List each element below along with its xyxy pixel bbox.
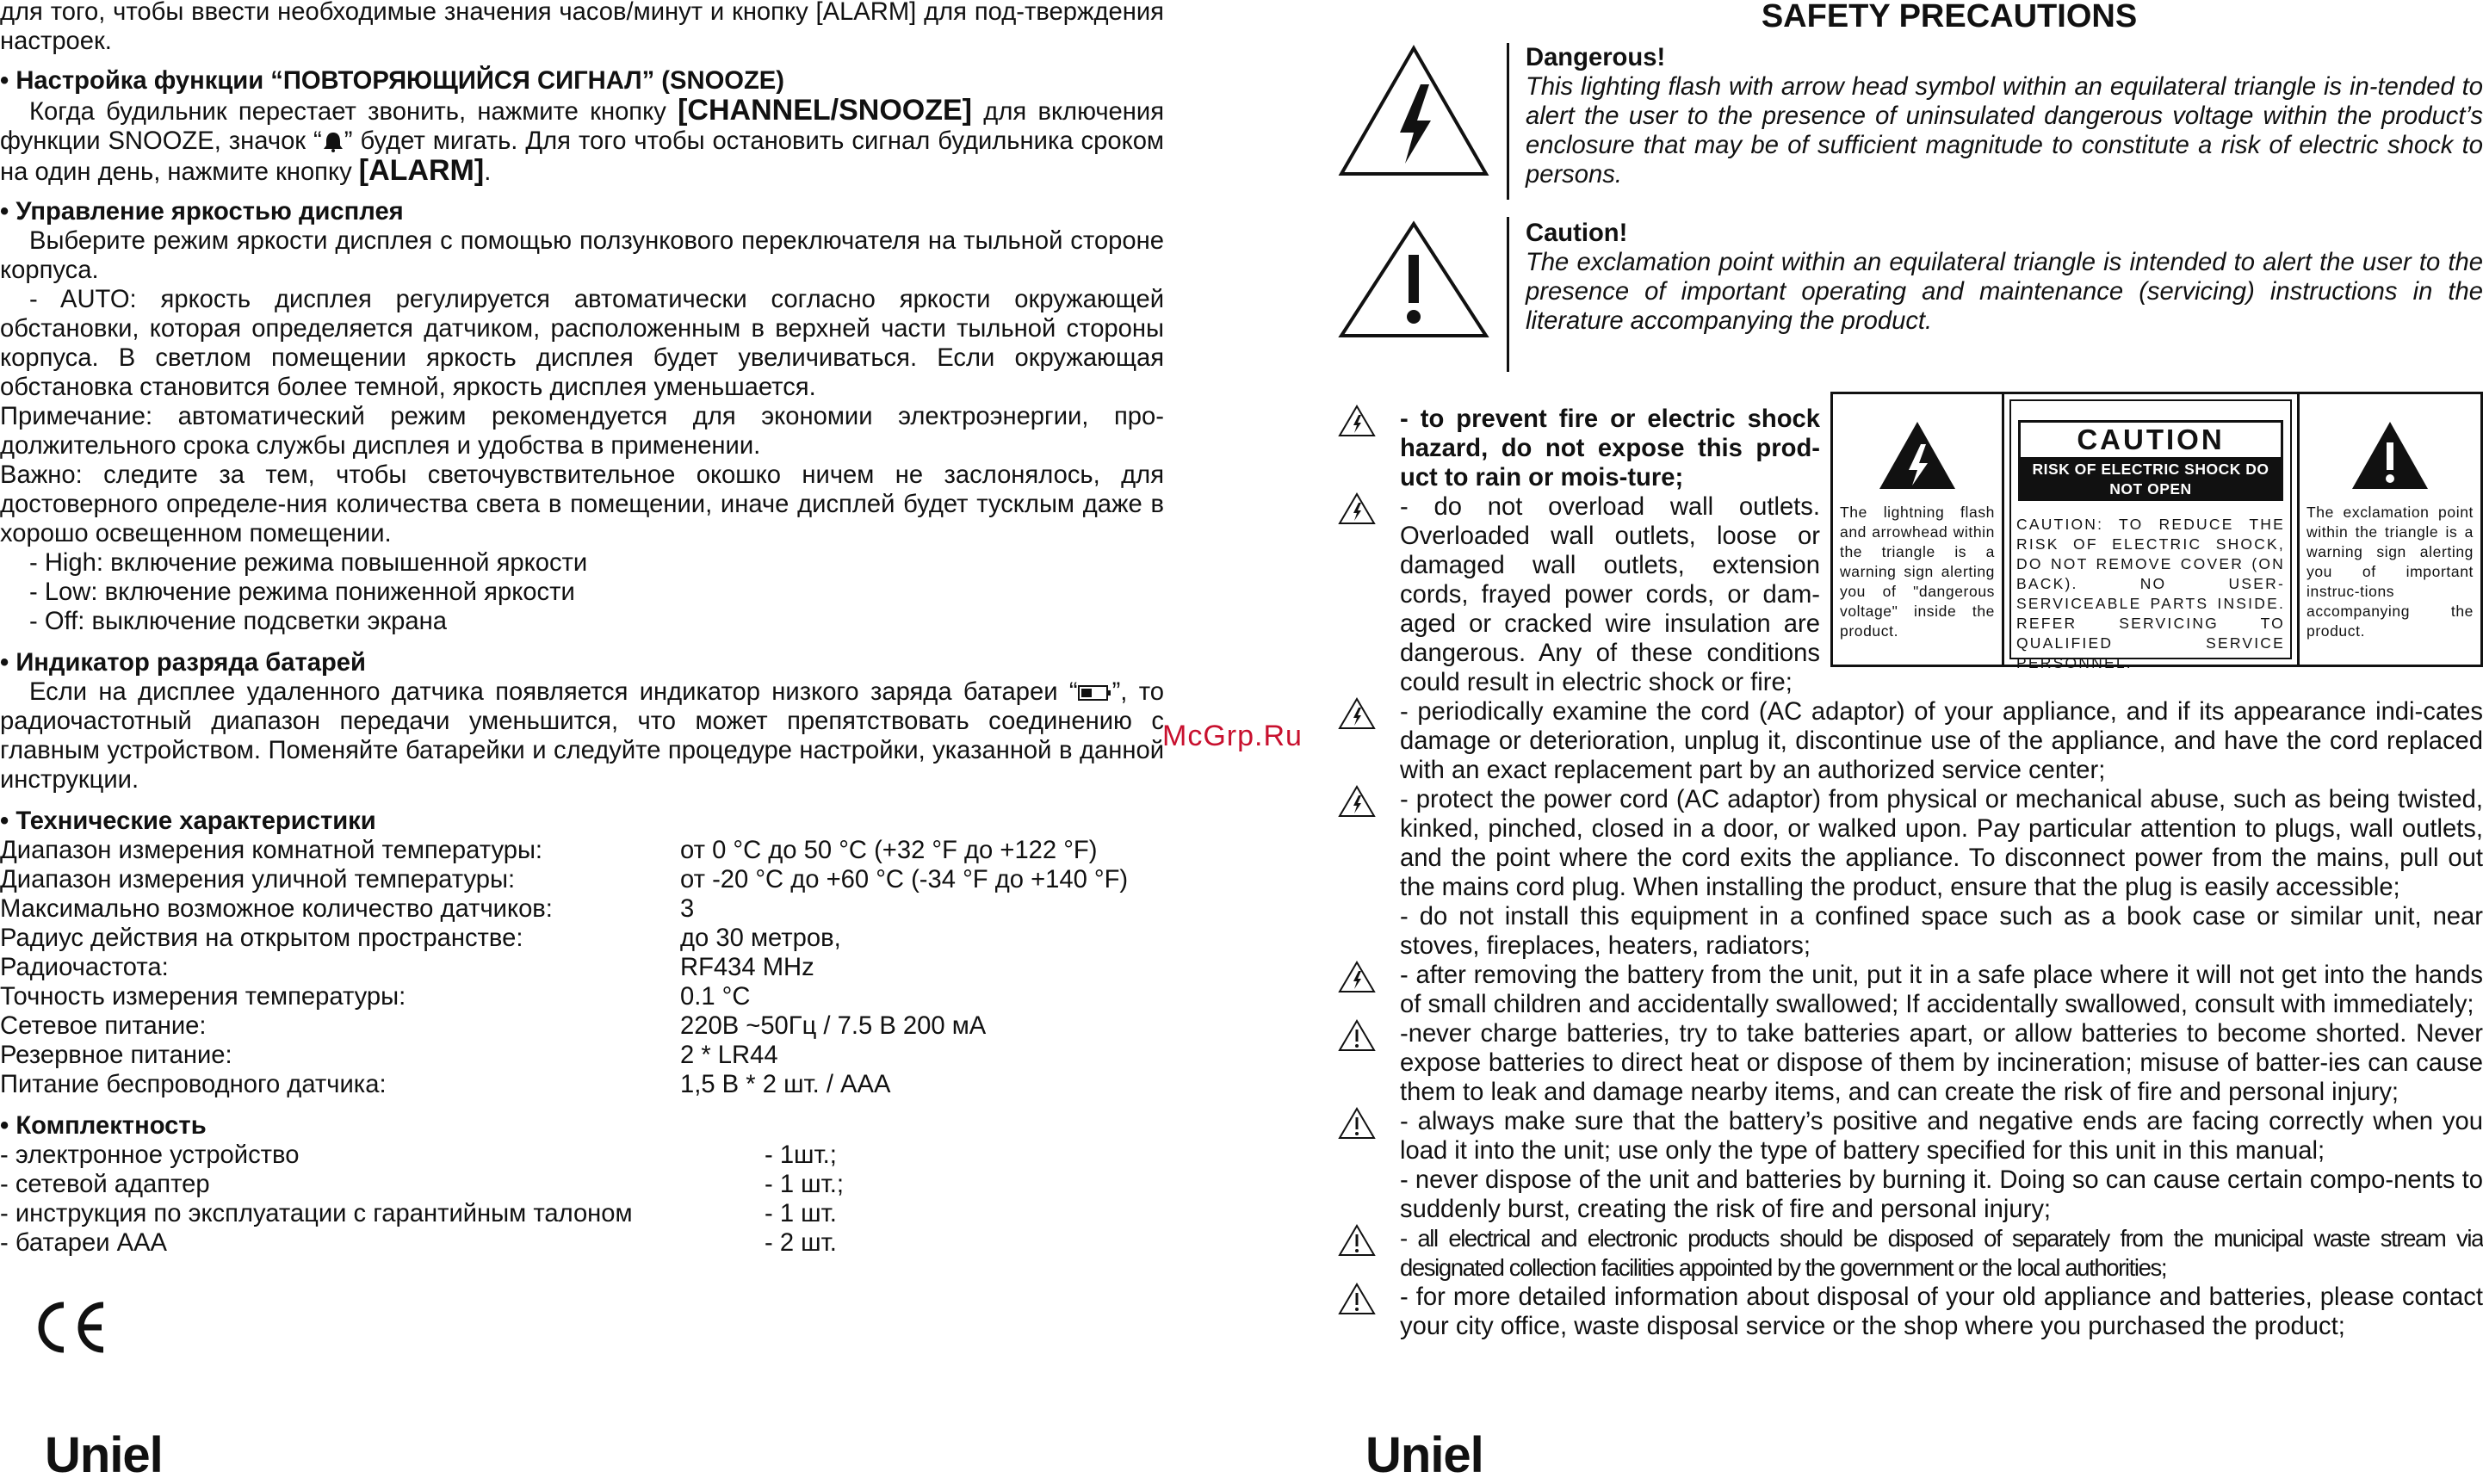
brightness-note: Примечание: автоматический режим рекомендуется для экономии электроэнергии, про-должительного срока службы дисплея и удобства в применении. [0,403,1164,460]
safety-item [1338,902,2483,961]
spec-label: Диапазон измерения уличной температуры: [0,866,516,893]
safety-item [1338,492,1820,697]
safety-item-text: - always make sure that the battery’s positive and negative ends are facing correctly when you load it into the unit; use only the type of battery specified for this unit in this manual; [1400,1108,2483,1165]
spec-row [0,1041,1164,1070]
uniel-logo-right: Uniel [1365,1427,1483,1483]
battery-text-2: ”, то радиочастотный диапазон передачи уменьшится, что может препятствовать соединению с главным устройством. Поменяйте батарейки и следуйте процедуре настройки, указанной в данной инструкции. [0,678,1164,794]
dangerous-text [1526,43,2483,189]
safety-item-text: - never dispose of the unit and batteries by burning it. Doing so can cause certain compo-nents to suddenly burst, creating the risk of fire and personal injury; [1400,1166,2483,1223]
battery-text-1: Если на дисплее удаленного датчика появляется индикатор низкого заряда батареи “ [29,678,1078,706]
spec-label: Точность измерения температуры: [0,983,406,1011]
brightness-p1: Выберите режим яркости дисплея с помощью ползункового переключателя на тыльной стороне корпуса. [0,227,1164,284]
caution-label-right [2300,394,2480,665]
spec-value: до 30 метров, [680,924,841,952]
safety-item [1338,785,2483,902]
lightning-warning-icon [1338,405,1376,437]
safety-item-text: - all electrical and electronic products should be disposed of separately from the municipal waste stream via designated collection facilities appointed by the government or the local authorities; [1400,1225,2483,1281]
spec-value: 3 [680,895,695,923]
safety-item [1338,1107,2483,1166]
spec-row [0,1070,1164,1099]
safety-item-text: - for more detailed information about disposal of your old appliance and batteries, please contact your city office, waste disposal service or the shop where you purchased the product; [1400,1283,2483,1340]
spec-label: Радиочастота: [0,954,169,981]
kit-row [0,1170,1164,1199]
spec-row [0,924,1164,953]
lightning-warning-icon [1338,492,1376,525]
spec-label: Резервное питание: [0,1042,232,1069]
exclamation-warning-icon [1338,1224,1376,1257]
safety-item-text: - protect the power cord (AC adaptor) from physical or mechanical abuse, such as being twisted, kinked, pinched, closed in a door, or walked upon. Pay particular attention to plugs, wall outlets, and the point where the cord exits the appliance. To disconnect power from the mains, pull out the mains cord plug. When installing the product, ensure that the plug is easily accessible; [1400,786,2483,901]
kit-row [0,1199,1164,1228]
spec-label: Радиус действия на открытом пространстве: [0,924,523,952]
safety-item-text: - do not install this equipment in a confined space such as a book case or similar unit, near stoves, fireplaces, heaters, radiators; [1400,903,2483,960]
lightning-warning-icon [1338,785,1376,818]
brightness-off: - Off: выключение подсветки экрана [29,608,447,635]
kit-qty: - 2 шт. [765,1229,837,1257]
safety-item [1338,1166,2483,1224]
snooze-heading: • Настройка функции “ПОВТОРЯЮЩИЙСЯ СИГНАЛ” (SNOOZE) [0,67,784,95]
kit-qty: - 1 шт. [765,1200,837,1227]
alarm-key: [ALARM] [358,154,485,187]
spec-value: 2 * LR44 [680,1042,778,1069]
safety-item [1338,405,1820,492]
spec-value: от 0 °С до 50 °С (+32 °F до +122 °F) [680,837,1098,864]
caution-word: CAUTION [2018,420,2283,460]
safety-item-text: - periodically examine the cord (AC adaptor) of your appliance, and if its appearance indi-cates damage or deterioration, unplug it, discontinue use of the appliance, and have the cord replaced with an exact replacement part by an authorized service center; [1400,698,2483,784]
caution-title: Caution! [1526,220,1628,247]
ce-mark-icon [29,1300,108,1355]
exclamation-warning-icon [1338,1107,1376,1140]
kit-item: - батареи ААА [0,1229,168,1257]
caution-description: The exclamation point within an equilateral triangle is intended to alert the user to the presence of important operating and maintenance (servicing) instructions in the literature accompanying the product. [1526,249,2483,335]
caution-label-right-text: The exclamation point within the triangle is a warning sign alerting you of important instruc-tions accompanying the product. [2307,504,2474,640]
brightness-heading: • Управление яркостью дисплея [0,198,404,226]
left-page [0,0,1164,1478]
exclamation-icon [2350,420,2430,492]
brightness-auto: - AUTO: яркость дисплея регулируется автоматически согласно яркости окружающей обстановки, которая определяется датчиком, расположенным в верхней части тыльной стороны корпуса. В светлом помещении яркость дисплея будет увеличиваться. Если окружающая обстановка становится более темной, яркость дисплея уменьшается. [0,286,1164,401]
snooze-text-3: ” будет мигать. Для того чтобы остановить сигнал будильника сроком на один день, нажмите кнопку [0,127,1164,186]
lightning-warning-icon [1338,697,1376,730]
spec-row [0,836,1164,865]
kit-heading: • Комплектность [0,1112,207,1140]
lightning-icon [1878,420,1957,492]
divider [1507,217,1509,372]
spec-value: 1,5 В * 2 шт. / AAA [680,1071,891,1098]
battery-paragraph [0,677,1164,795]
kit-row [0,1228,1164,1258]
bell-icon [322,132,344,152]
exclamation-warning-icon [1338,1283,1376,1315]
intro-paragraph: для того, чтобы ввести необходимые значения часов/минут и кнопку [ALARM] для под-тверждения настроек. [0,0,1164,55]
kit-item: - инструкция по эксплуатации с гарантийным талоном [0,1200,633,1227]
spec-value: от -20 °С до +60 °С (-34 °F до +140 °F) [680,866,1129,893]
safety-item-text: -never charge batteries, try to take batteries apart, or allow batteries to become shorted. Never expose batteries to direct heat or dispose of them by incineration; misuse of batter-ies can cause them to leak and damage nearby items, and can create the risk of fire and personal injury; [1400,1020,2483,1106]
spec-value: 220В ~50Гц / 7.5 В 200 мА [680,1012,987,1040]
watermark: McGrp.Ru [1162,720,1303,752]
brightness-important: Важно: следите за тем, чтобы светочувствительное окошко ничем не заслонялось, для достоверного определе-ния количества света в помещении, иначе дисплей будет тусклым даже в хорошо освещенном помещении. [0,461,1164,547]
dangerous-title: Dangerous! [1526,44,1666,71]
risk-banner: RISK OF ELECTRIC SHOCK DO NOT OPEN [2018,460,2283,501]
caution-block [1338,217,2483,398]
exclamation-warning-icon [1338,1019,1376,1052]
brightness-low: - Low: включение режима пониженной яркости [29,578,575,606]
spec-value: 0.1 °С [680,983,751,1011]
spec-row [0,982,1164,1011]
uniel-logo-left: Uniel [45,1427,163,1483]
safety-title: SAFETY PRECAUTIONS [1761,0,2138,34]
lightning-warning-icon [1338,45,1489,179]
caution-text [1526,219,2483,336]
kit-qty: - 1шт.; [765,1141,837,1169]
safety-item [1338,1019,2483,1107]
safety-item [1338,1224,2483,1283]
dangerous-block [1338,40,2483,217]
safety-item-text: - to prevent fire or electric shock hazard, do not expose this prod-uct to rain or mois-ture; [1400,405,1820,492]
right-page [1338,0,2483,1478]
dangerous-description: This lighting flash with arrow head symbol within an equilateral triangle is in-tended to alert the user to the presence of uninsulated dangerous voltage within the product’s enclosure that may be of sufficient magnitude to constitute a risk of electric shock to persons. [1526,73,2483,189]
spec-label: Диапазон измерения комнатной температуры: [0,837,543,864]
caution-label-left-text: The lightning flash and arrowhead within the triangle is a warning sign alerting you of "dangerous voltage" inside the product. [1840,504,1995,640]
kit-row [0,1141,1164,1170]
safety-item [1338,961,2483,1019]
caution-label [1830,392,2483,671]
channel-snooze-key: [CHANNEL/SNOOZE] [678,94,972,127]
spec-label: Сетевое питание: [0,1012,207,1040]
safety-item [1338,1283,2483,1341]
brightness-high: - High: включение режима повышенной яркости [29,549,588,577]
spec-label: Питание беспроводного датчика: [0,1071,387,1098]
safety-item [1338,697,2483,785]
battery-heading: • Индикатор разряда батарей [0,649,366,677]
low-battery-icon [1078,683,1112,702]
caution-label-center [2004,394,2300,671]
spec-row [0,865,1164,894]
caution-label-left [1833,394,2004,665]
specs-heading: • Технические характеристики [0,807,376,835]
snooze-text-1: Когда будильник перестает звонить, нажмите кнопку [29,98,666,126]
kit-qty: - 1 шт.; [765,1171,844,1198]
spec-value: RF434 MHz [680,954,814,981]
kit-item: - сетевой адаптер [0,1171,210,1198]
exclamation-warning-icon [1338,220,1489,341]
snooze-text-2: для включения функции SNOOZE, значок “ [0,98,1165,155]
lightning-warning-icon [1338,961,1376,993]
snooze-text-4: . [484,158,492,186]
spec-row [0,894,1164,924]
specs-table [0,836,1164,1099]
safety-item-text: - do not overload wall outlets. Overloaded wall outlets, loose or damaged wall outlets, extension cords, frayed power cords, or dam-aged or cracked wire insulation are dangerous. Any of these conditions could result in electric shock or fire; [1400,493,1820,696]
safety-item-text: - after removing the battery from the unit, put it in a safe place where it will not get into the hands of small children and accidentally swallowed; If accidentally swallowed, consult with immediately; [1400,962,2483,1018]
caution-label-center-text: CAUTION: TO REDUCE THE RISK OF ELECTRIC SHOCK, DO NOT REMOVE COVER (ON BACK). NO USER-SERVICEABLE PARTS INSIDE. REFER SERVICING TO QUALIFIED SERVICE PERSONNEL. [2016,516,2285,671]
kit-item: - электронное устройство [0,1141,300,1169]
divider [1507,43,1509,200]
kit-list [0,1141,1164,1258]
spec-label: Максимально возможное количество датчиков: [0,895,553,923]
spec-row [0,1011,1164,1041]
spec-row [0,953,1164,982]
snooze-paragraph [0,96,1164,187]
